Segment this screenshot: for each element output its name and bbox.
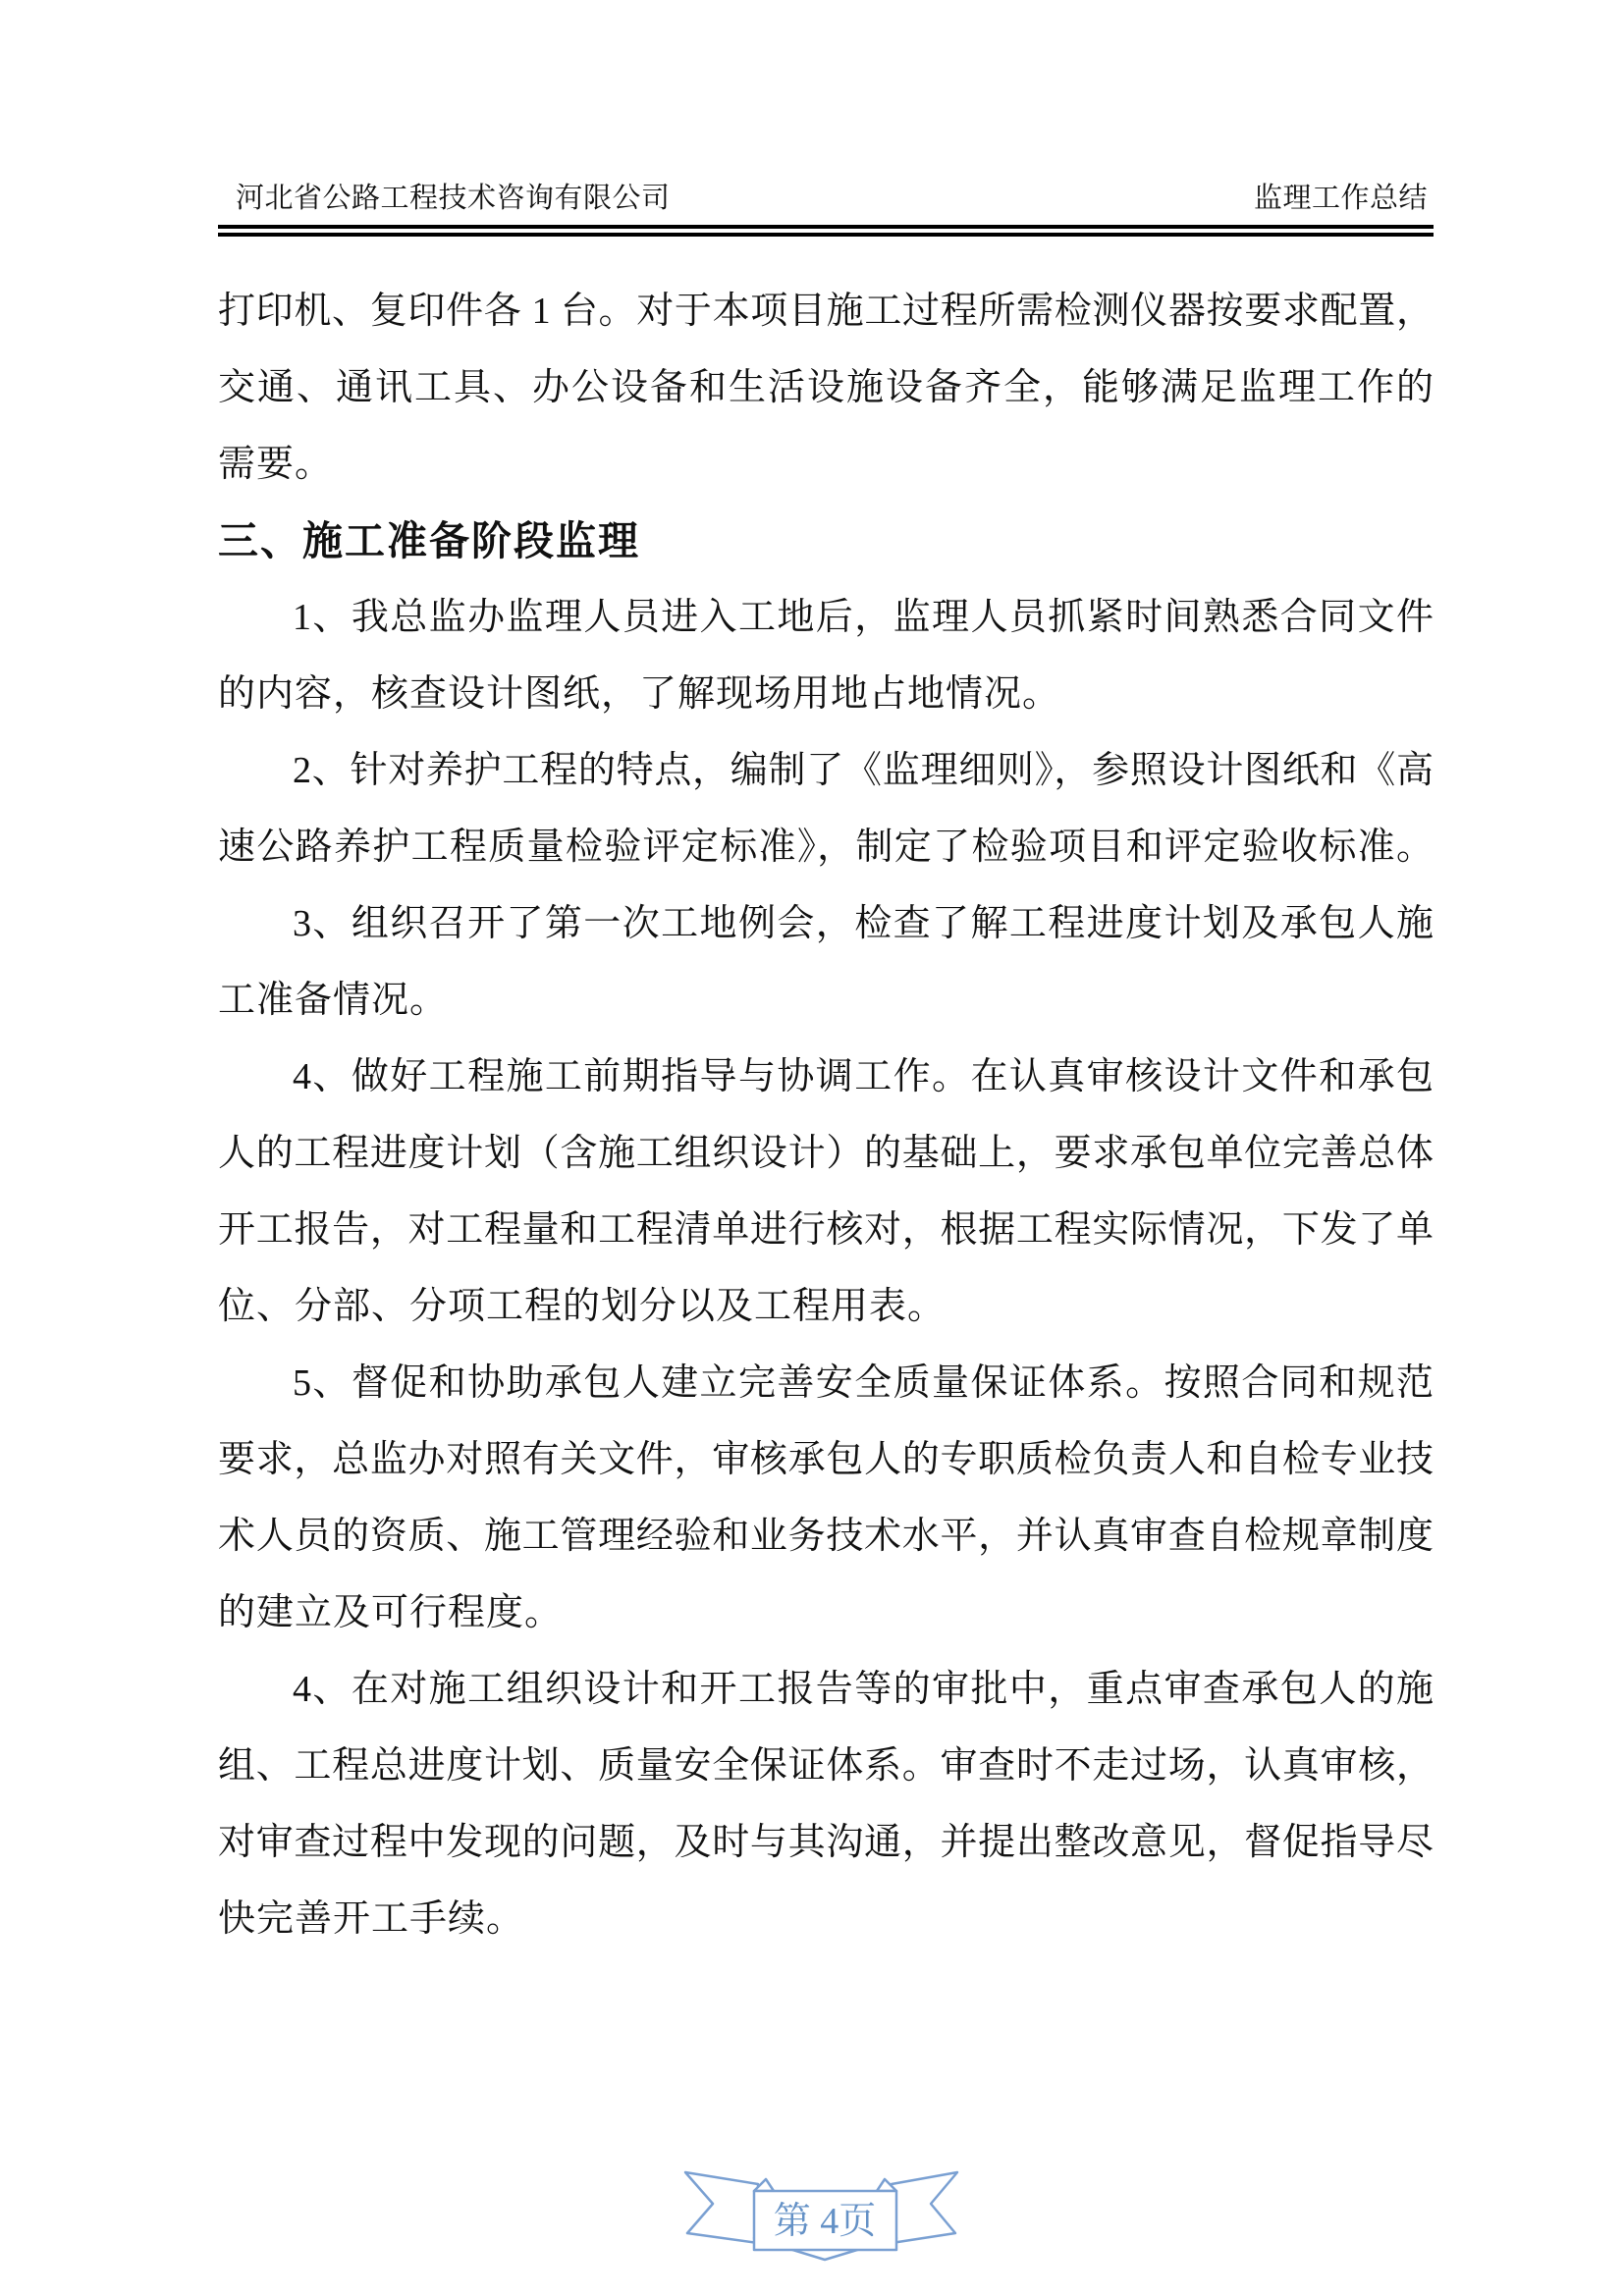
- body-line: 1、我总监办监理人员进入工地后，监理人员抓紧时间熟悉合同文件: [293, 597, 1434, 638]
- body-line: 2、针对养护工程的特点，编制了《监理细则》，参照设计图纸和《高: [293, 750, 1434, 791]
- ribbon-right-tail-icon: [892, 2172, 957, 2243]
- page-header: [218, 180, 1434, 237]
- body-line: 要求，总监办对照有关文件，审核承包人的专职质检负责人和自检专业技: [218, 1439, 1434, 1480]
- body-line: 组、工程总进度计划、质量安全保证体系。审查时不走过场，认真审核，: [218, 1745, 1434, 1787]
- body-line: 交通、通讯工具、办公设备和生活设施设备齐全，能够满足监理工作的: [218, 367, 1434, 408]
- ribbon-left-tail-icon: [685, 2172, 758, 2243]
- section-heading: 三、施工准备阶段监理: [218, 518, 640, 563]
- page-number-ribbon: [668, 2150, 962, 2268]
- body-line: 开工报告，对工程量和工程清单进行核对，根据工程实际情况，下发了单: [218, 1209, 1434, 1251]
- body-line: 术人员的资质、施工管理经验和业务技术水平，并认真审查自检规章制度: [218, 1516, 1434, 1557]
- document-body: [218, 273, 1434, 1957]
- company-name: 河北省公路工程技术咨询有限公司: [236, 183, 671, 214]
- body-line: 的内容，核查设计图纸，了解现场用地占地情况。: [218, 673, 1061, 715]
- ribbon-banner-icon: [668, 2150, 962, 2268]
- body-line: 位、分部、分项工程的划分以及工程用表。: [218, 1286, 947, 1327]
- body-line: 快完善开工手续。: [218, 1898, 525, 1940]
- body-line: 速公路养护工程质量检验评定标准》，制定了检验项目和评定验收标准。: [218, 827, 1434, 868]
- body-line: 5、督促和协助承包人建立完善安全质量保证体系。按照合同和规范: [293, 1362, 1434, 1404]
- body-line: 3、组织召开了第一次工地例会，检查了解工程进度计划及承包人施: [293, 903, 1434, 944]
- document-title: 监理工作总结: [1253, 183, 1428, 214]
- body-line: 工准备情况。: [218, 980, 449, 1021]
- page-number-label: 第 4页: [773, 2201, 877, 2242]
- body-line: 4、做好工程施工前期指导与协调工作。在认真审核设计文件和承包: [293, 1056, 1434, 1097]
- body-line: 对审查过程中发现的问题，及时与其沟通，并提出整改意见，督促指导尽: [218, 1822, 1434, 1863]
- body-line: 4、在对施工组织设计和开工报告等的审批中，重点审查承包人的施: [293, 1669, 1434, 1710]
- header-double-rule: [218, 225, 1434, 237]
- body-line: 人的工程进度计划（含施工组织设计）的基础上，要求承包单位完善总体: [218, 1133, 1434, 1174]
- body-line: 打印机、复印件各 1 台。对于本项目施工过程所需检测仪器按要求配置，: [218, 291, 1434, 332]
- body-line: 的建立及可行程度。: [218, 1592, 564, 1633]
- body-line: 需要。: [218, 444, 334, 485]
